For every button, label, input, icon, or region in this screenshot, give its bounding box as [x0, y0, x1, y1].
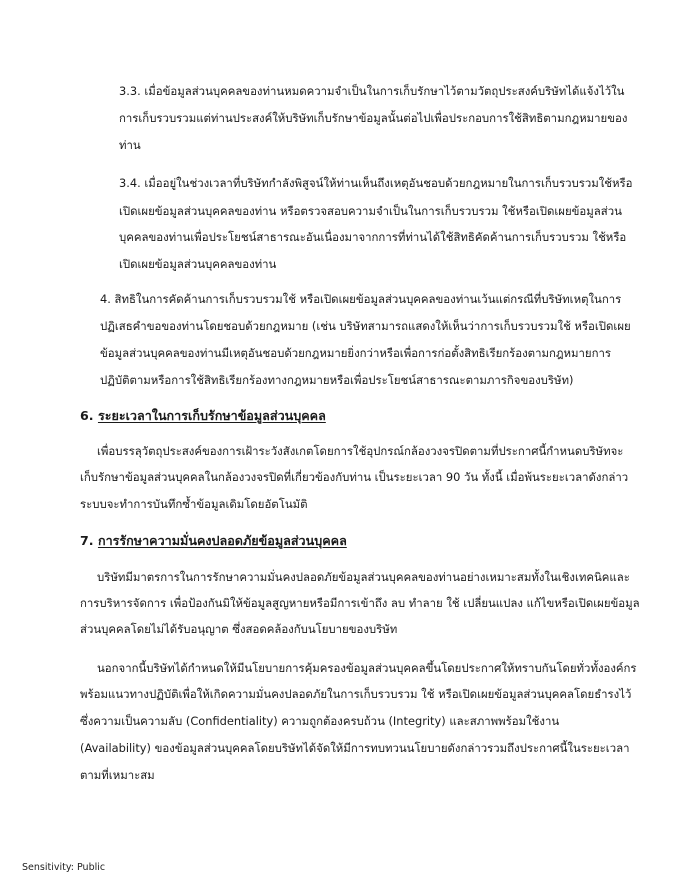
sensitivity-label: Sensitivity: Public [22, 862, 106, 873]
section-7-p2-line-4: (Availability) ของข้อมูลส่วนบุคคลโดยบริษัทได้จัดให้มีการทบทวนนโยบายดังกล่าวรวมถึงประกาศนี้ในระยะเวลา [80, 741, 630, 755]
item-4-line-3: ข้อมูลส่วนบุคคลของท่านมีเหตุอันชอบด้วยกฎหมายยิ่งกว่าหรือเพื่อการก่อตั้งสิทธิเรียกร้องตามกฎหมายการ [100, 346, 612, 360]
section-6-title: ระยะเวลาในการเก็บรักษาข้อมูลส่วนบุคคล [97, 408, 326, 423]
section-6-line-1: เพื่อบรรลุวัตถุประสงค์ของการเฝ้าระวังสังเกตโดยการใช้อุปกรณ์กล้องวงจรปิดตามที่ประกาศนี้กำหนดบริษัทจะ [97, 444, 624, 458]
section-7-heading [80, 532, 347, 549]
section-6-line-2: เก็บรักษาข้อมูลส่วนบุคคลในกล้องวงจรปิดที่เกี่ยวข้องกับท่าน เป็นระยะเวลา 90 วัน ทั้งนี้ เมื่อพ้นระยะเวลาดังกล่าว [80, 470, 629, 484]
section-7-p1-line-3: ส่วนบุคคลโดยไม่ได้รับอนุญาต ซึ่งสอดคล้องกับนโยบายของบริษัท [80, 622, 398, 636]
item-3-3-line-3: ท่าน [119, 138, 141, 152]
section-7-p2-line-5: ตามที่เหมาะสม [80, 768, 155, 782]
section-6-line-3: ระบบจะทำการบันทึกซ้ำข้อมูลเดิมโดยอัตโนมัติ [80, 497, 308, 511]
item-3-3-line-2: การเก็บรวบรวมแต่ท่านประสงค์ให้บริษัทเก็บรักษาข้อมูลนั้นต่อไปเพื่อประกอบการใช้สิทธิตามกฎหมายของ [119, 111, 628, 125]
section-7-title: การรักษาความมั่นคงปลอดภัยข้อมูลส่วนบุคคล [97, 533, 347, 548]
section-7-p1-line-2: การบริหารจัดการ เพื่อป้องกันมิให้ข้อมูลสูญหายหรือมีการเข้าถึง ลบ ทำลาย ใช้ เปลี่ยนแปลง แก้ไขหรือเปิดเผยข้อมูล [80, 596, 640, 610]
item-3-4-line-1: 3.4. เมื่ออยู่ในช่วงเวลาที่บริษัทกำลังพิสูจน์ให้ท่านเห็นถึงเหตุอันชอบด้วยกฎหมายในการเก็บรวบรวมใช้หรือ [119, 176, 633, 190]
item-3-4-line-4: เปิดเผยข้อมูลส่วนบุคคลของท่าน [119, 257, 277, 271]
item-4-line-1: 4. สิทธิในการคัดค้านการเก็บรวบรวมใช้ หรือเปิดเผยข้อมูลส่วนบุคคลของท่านเว้นแต่กรณีที่บริษัทเหตุในการ [100, 292, 622, 306]
section-6-number: 6. [80, 408, 94, 423]
section-7-p2-line-2: พร้อมแนวทางปฏิบัติเพื่อให้เกิดความมั่นคงปลอดภัยในการเก็บรวบรวม ใช้ หรือเปิดเผยข้อมูลส่วนบุคคลโดยธำรงไว้ [80, 687, 632, 701]
item-4-line-4: ปฏิบัติตามหรือการใช้สิทธิเรียกร้องทางกฎหมายหรือเพื่อประโยชน์สาธารณะตามภารกิจของบริษัท) [100, 373, 574, 387]
section-7-p2-line-1: นอกจากนี้บริษัทได้กำหนดให้มีนโยบายการคุ้มครองข้อมูลส่วนบุคคลขึ้นโดยประกาศให้ทราบกันโดยทั่วทั้งองค์กร [97, 661, 637, 675]
section-7-p1-line-1: บริษัทมีมาตรการในการรักษาความมั่นคงปลอดภัยข้อมูลส่วนบุคคลของท่านอย่างเหมาะสมทั้งในเชิงเทคนิคและ [97, 570, 630, 584]
item-4-line-2: ปฏิเสธคำขอของท่านโดยชอบด้วยกฎหมาย (เช่น บริษัทสามารถแสดงให้เห็นว่าการเก็บรวบรวมใช้ หรือเปิดเผย [100, 319, 631, 333]
section-7-p2-line-3: ซึ่งความเป็นความลับ (Confidentiality) ความถูกต้องครบถ้วน (Integrity) และสภาพพร้อมใช้งาน [80, 714, 560, 728]
section-7-number: 7. [80, 533, 94, 548]
item-3-4-line-3: บุคคลของท่านเพื่อประโยชน์สาธารณะอันเนื่องมาจากการที่ท่านได้ใช้สิทธิคัดค้านการเก็บรวบรวม ใช้หรือ [119, 230, 627, 244]
item-3-4-line-2: เปิดเผยข้อมูลส่วนบุคคลของท่าน หรือตรวจสอบความจำเป็นในการเก็บรวบรวม ใช้หรือเปิดเผยข้อมูลส่วน [119, 204, 622, 218]
item-3-3-line-1: 3.3. เมื่อข้อมูลส่วนบุคคลของท่านหมดความจำเป็นในการเก็บรักษาไว้ตามวัตถุประสงค์บริษัทได้แจ้งไว้ใน [119, 84, 625, 98]
section-6-heading [80, 407, 326, 424]
